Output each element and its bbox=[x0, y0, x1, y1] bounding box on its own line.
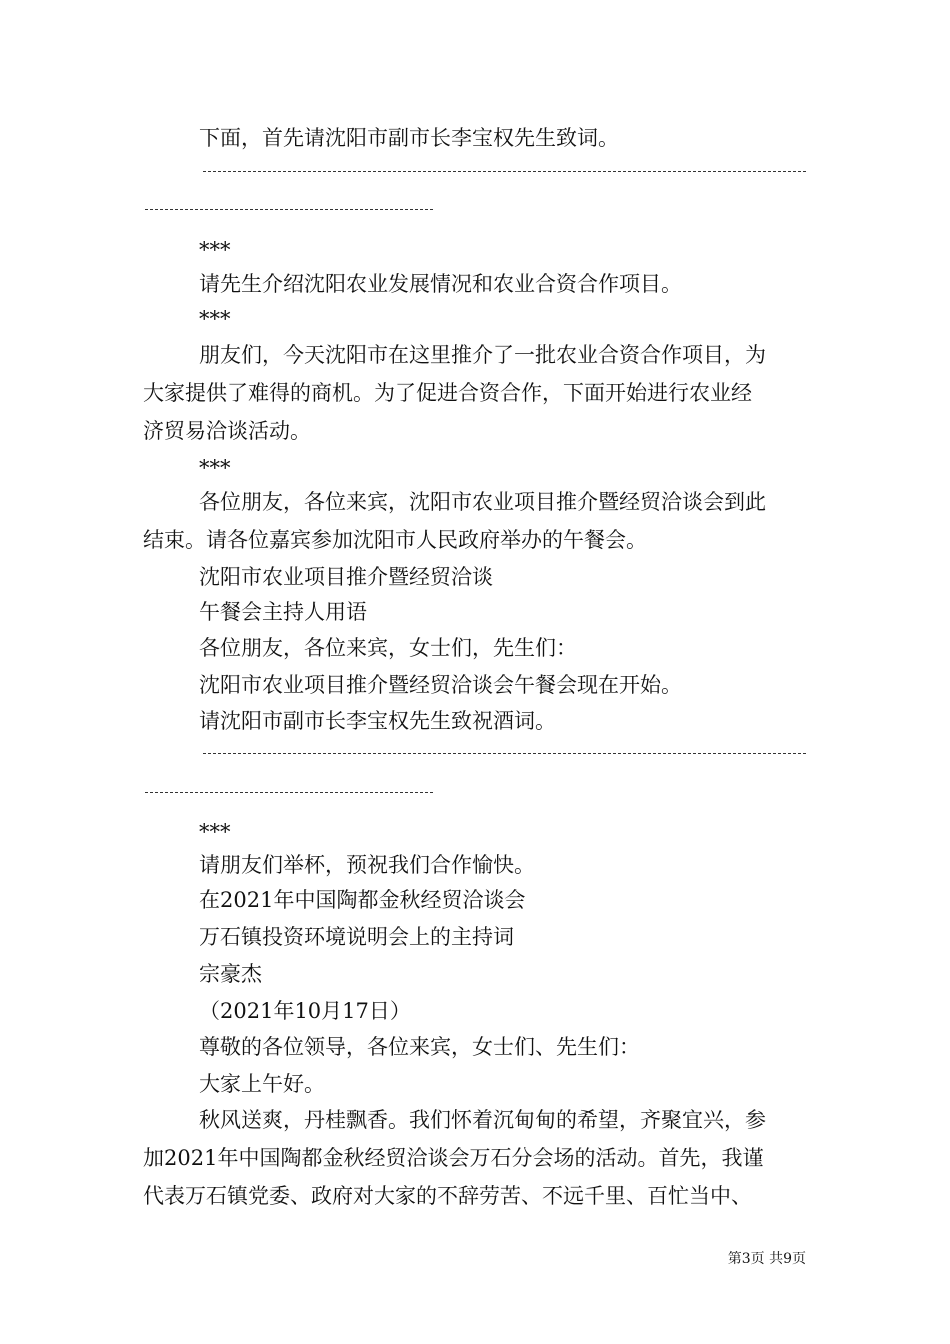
paragraph-line: 朋友们，今天沈阳市在这里推介了一批农业合资合作项目，为 bbox=[199, 343, 766, 367]
paragraph-line: 加2021年中国陶都金秋经贸洽谈会万石分会场的活动。首先，我谨 bbox=[143, 1146, 764, 1170]
dashed-separator-continued bbox=[145, 209, 433, 210]
section-marker: *** bbox=[199, 456, 231, 480]
paragraph-line: 各位朋友，各位来宾，沈阳市农业项目推介暨经贸洽谈会到此 bbox=[199, 490, 766, 514]
paragraph-line: 秋风送爽，丹桂飘香。我们怀着沉甸甸的希望，齐聚宜兴，参 bbox=[199, 1108, 766, 1132]
text-line: 请朋友们举杯，预祝我们合作愉快。 bbox=[199, 853, 535, 877]
paragraph-line: 大家提供了难得的商机。为了促进合资合作，下面开始进行农业经 bbox=[143, 381, 752, 405]
dashed-separator bbox=[203, 171, 806, 172]
heading-line: 沈阳市农业项目推介暨经贸洽谈 bbox=[199, 565, 493, 589]
section-marker: *** bbox=[199, 820, 231, 844]
greeting-line: 各位朋友，各位来宾，女士们，先生们： bbox=[199, 636, 577, 660]
text-line: 大家上午好。 bbox=[199, 1072, 325, 1096]
text-line: 沈阳市农业项目推介暨经贸洽谈会午餐会现在开始。 bbox=[199, 673, 682, 697]
dashed-separator-continued bbox=[145, 792, 433, 793]
author-line: 宗豪杰 bbox=[199, 962, 262, 986]
heading-line: 在2021年中国陶都金秋经贸洽谈会 bbox=[199, 888, 526, 912]
paragraph-line: 结束。请各位嘉宾参加沈阳市人民政府举办的午餐会。 bbox=[143, 528, 647, 552]
page-number: 第3页 共9页 bbox=[727, 1251, 806, 1267]
greeting-line: 尊敬的各位领导，各位来宾，女士们、先生们： bbox=[199, 1035, 640, 1059]
heading-line: 午餐会主持人用语 bbox=[199, 600, 367, 624]
section-marker: *** bbox=[199, 238, 231, 262]
paragraph-line: 代表万石镇党委、政府对大家的不辞劳苦、不远千里、百忙当中、 bbox=[143, 1184, 752, 1208]
paragraph-line: 济贸易洽谈活动。 bbox=[143, 419, 311, 443]
section-marker: *** bbox=[199, 307, 231, 331]
text-line: 请沈阳市副市长李宝权先生致祝酒词。 bbox=[199, 709, 556, 733]
text-line: 下面，首先请沈阳市副市长李宝权先生致词。 bbox=[199, 126, 619, 150]
dashed-separator bbox=[203, 753, 806, 754]
date-line: （2021年10月17日） bbox=[199, 999, 411, 1023]
text-line: 请先生介绍沈阳农业发展情况和农业合资合作项目。 bbox=[199, 272, 682, 296]
heading-line: 万石镇投资环境说明会上的主持词 bbox=[199, 925, 514, 949]
